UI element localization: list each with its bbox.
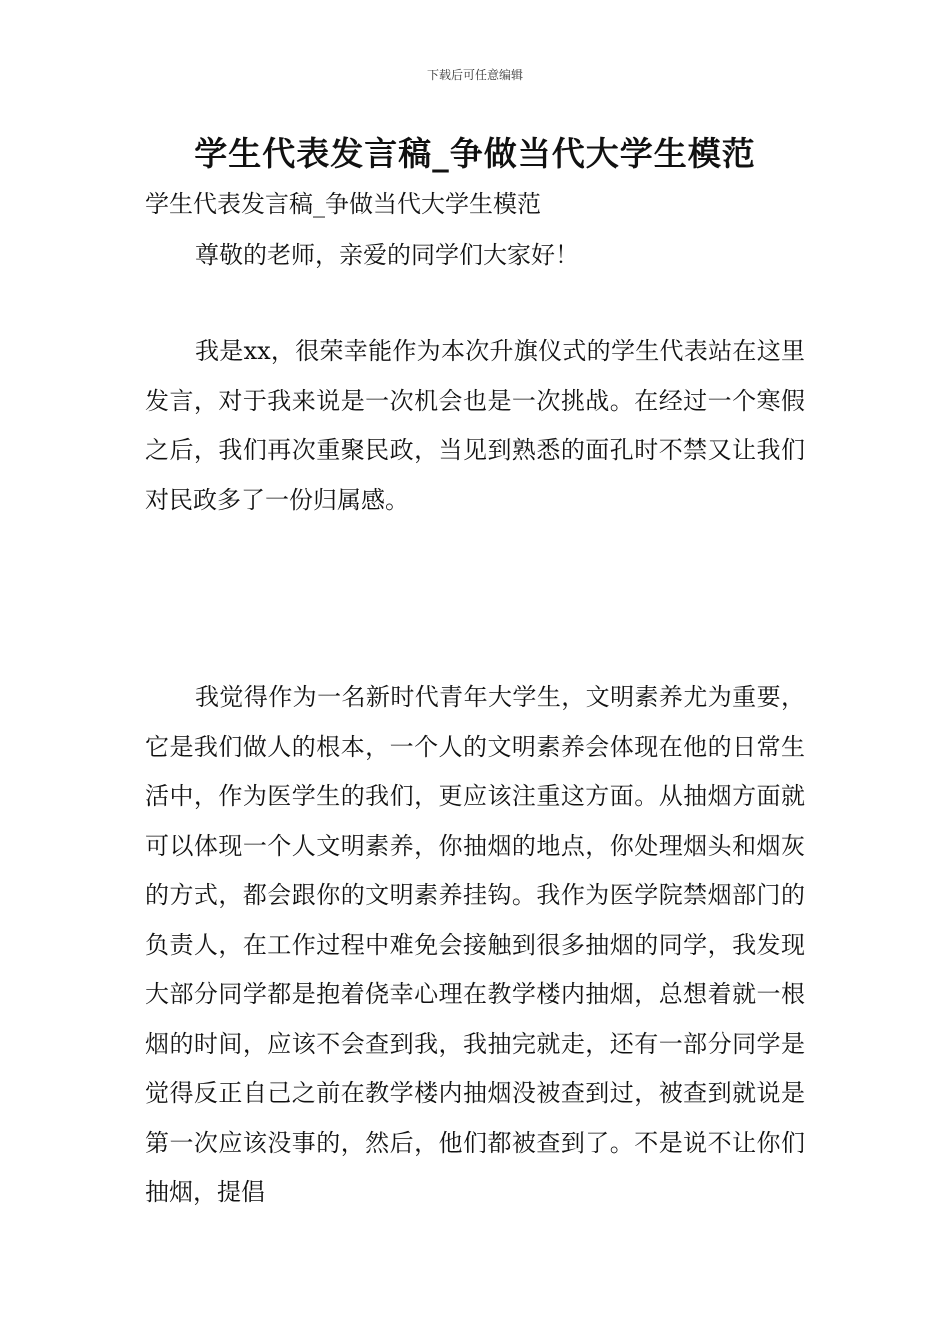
greeting-line: 尊敬的老师，亲爱的同学们大家好！ — [195, 241, 579, 269]
document-subtitle: 学生代表发言稿_争做当代大学生模范 — [145, 190, 541, 218]
header-note: 下载后可任意编辑 — [426, 68, 523, 82]
document-title: 学生代表发言稿_争做当代大学生模范 — [194, 134, 756, 173]
body-paragraph-2: 我觉得作为一名新时代青年大学生，文明素养尤为重要，它是我们做人的根本，一个人的文明素养会体现在他的日常生活中，作为医学生的我们，更应该注重这方面。从抽烟方面就可以体现一个人文明素养，你抽烟的地点，你处理烟头和烟灰的方式，都会跟你的文明素养挂钩。我作为医学院禁烟部门的负责人，在工作过程中难免会接触到很多抽烟的同学，我发现大部分同学都是抱着侥幸心理在教学楼内抽烟，总想着就一根烟的时间，应该不会查到我，我抽完就走，还有一部分同学是觉得反正自己之前在教学楼内抽烟没被查到过，被查到就说是第一次应该没事的，然后，他们都被查到了。不是说不让你们抽烟，提倡 — [145, 683, 805, 1206]
body-paragraph-1: 我是xx，很荣幸能作为本次升旗仪式的学生代表站在这里发言，对于我来说是一次机会也是一次挑战。在经过一个寒假之后，我们再次重聚民政，当见到熟悉的面孔时不禁又让我们对民政多了一份归属感。 — [145, 337, 805, 514]
